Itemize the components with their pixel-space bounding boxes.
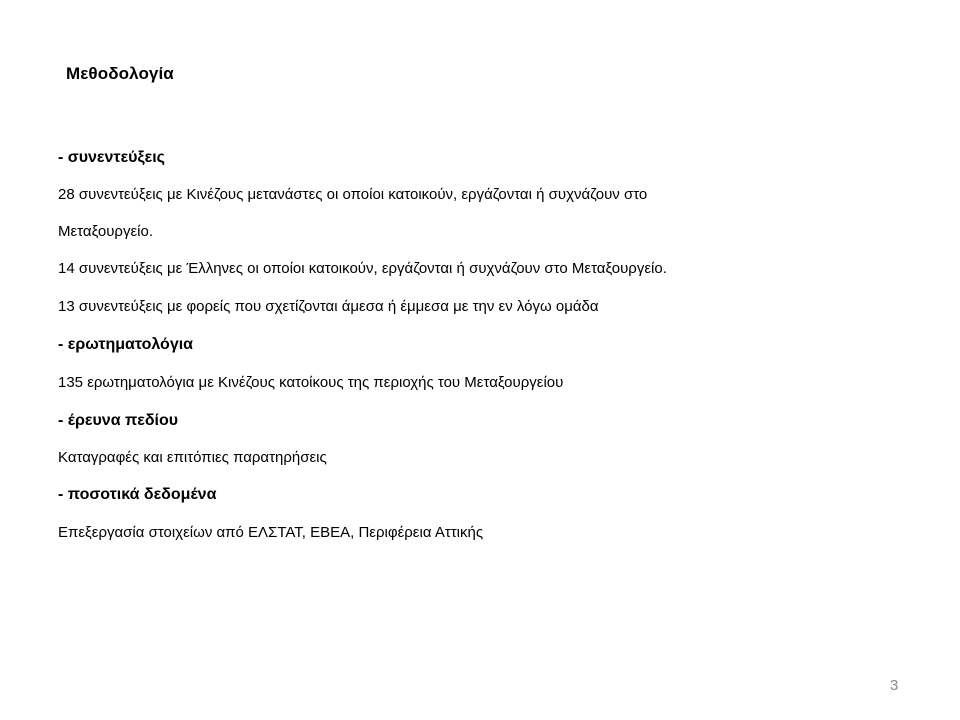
interviews-text-2: 14 συνεντεύξεις με Έλληνες οι οποίοι κατοικούν, εργάζονται ή συχνάζουν στο Μεταξουργείο. [58,260,667,277]
section-heading-field-research: - έρευνα πεδίου [58,412,179,429]
questionnaires-text: 135 ερωτηματολόγια με Κινέζους κατοίκους της περιοχής του Μεταξουργείου [58,374,564,391]
section-heading-questionnaires: - ερωτηματολόγια [58,336,193,353]
interviews-text-1b: Μεταξουργείο. [58,223,153,240]
interviews-text-3: 13 συνεντεύξεις με φορείς που σχετίζονται άμεσα ή έμμεσα με την εν λόγω ομάδα [58,298,599,315]
slide-content [58,148,918,543]
slide-title: Μεθοδολογία [66,64,174,83]
section-heading-quantitative-data: - ποσοτικά δεδομένα [58,486,217,503]
quantitative-data-text: Επεξεργασία στοιχείων από ΕΛΣΤΑΤ, ΕΒΕΑ, Περιφέρεια Αττικής [58,524,484,541]
field-research-text: Καταγραφές και επιτόπιες παρατηρήσεις [58,449,327,466]
interviews-text-1a: 28 συνεντεύξεις με Κινέζους μετανάστες οι οποίοι κατοικούν, εργάζονται ή συχνάζουν στο [58,186,648,203]
page-number: 3 [890,677,899,694]
section-heading-interviews: - συνεντεύξεις [58,149,165,166]
